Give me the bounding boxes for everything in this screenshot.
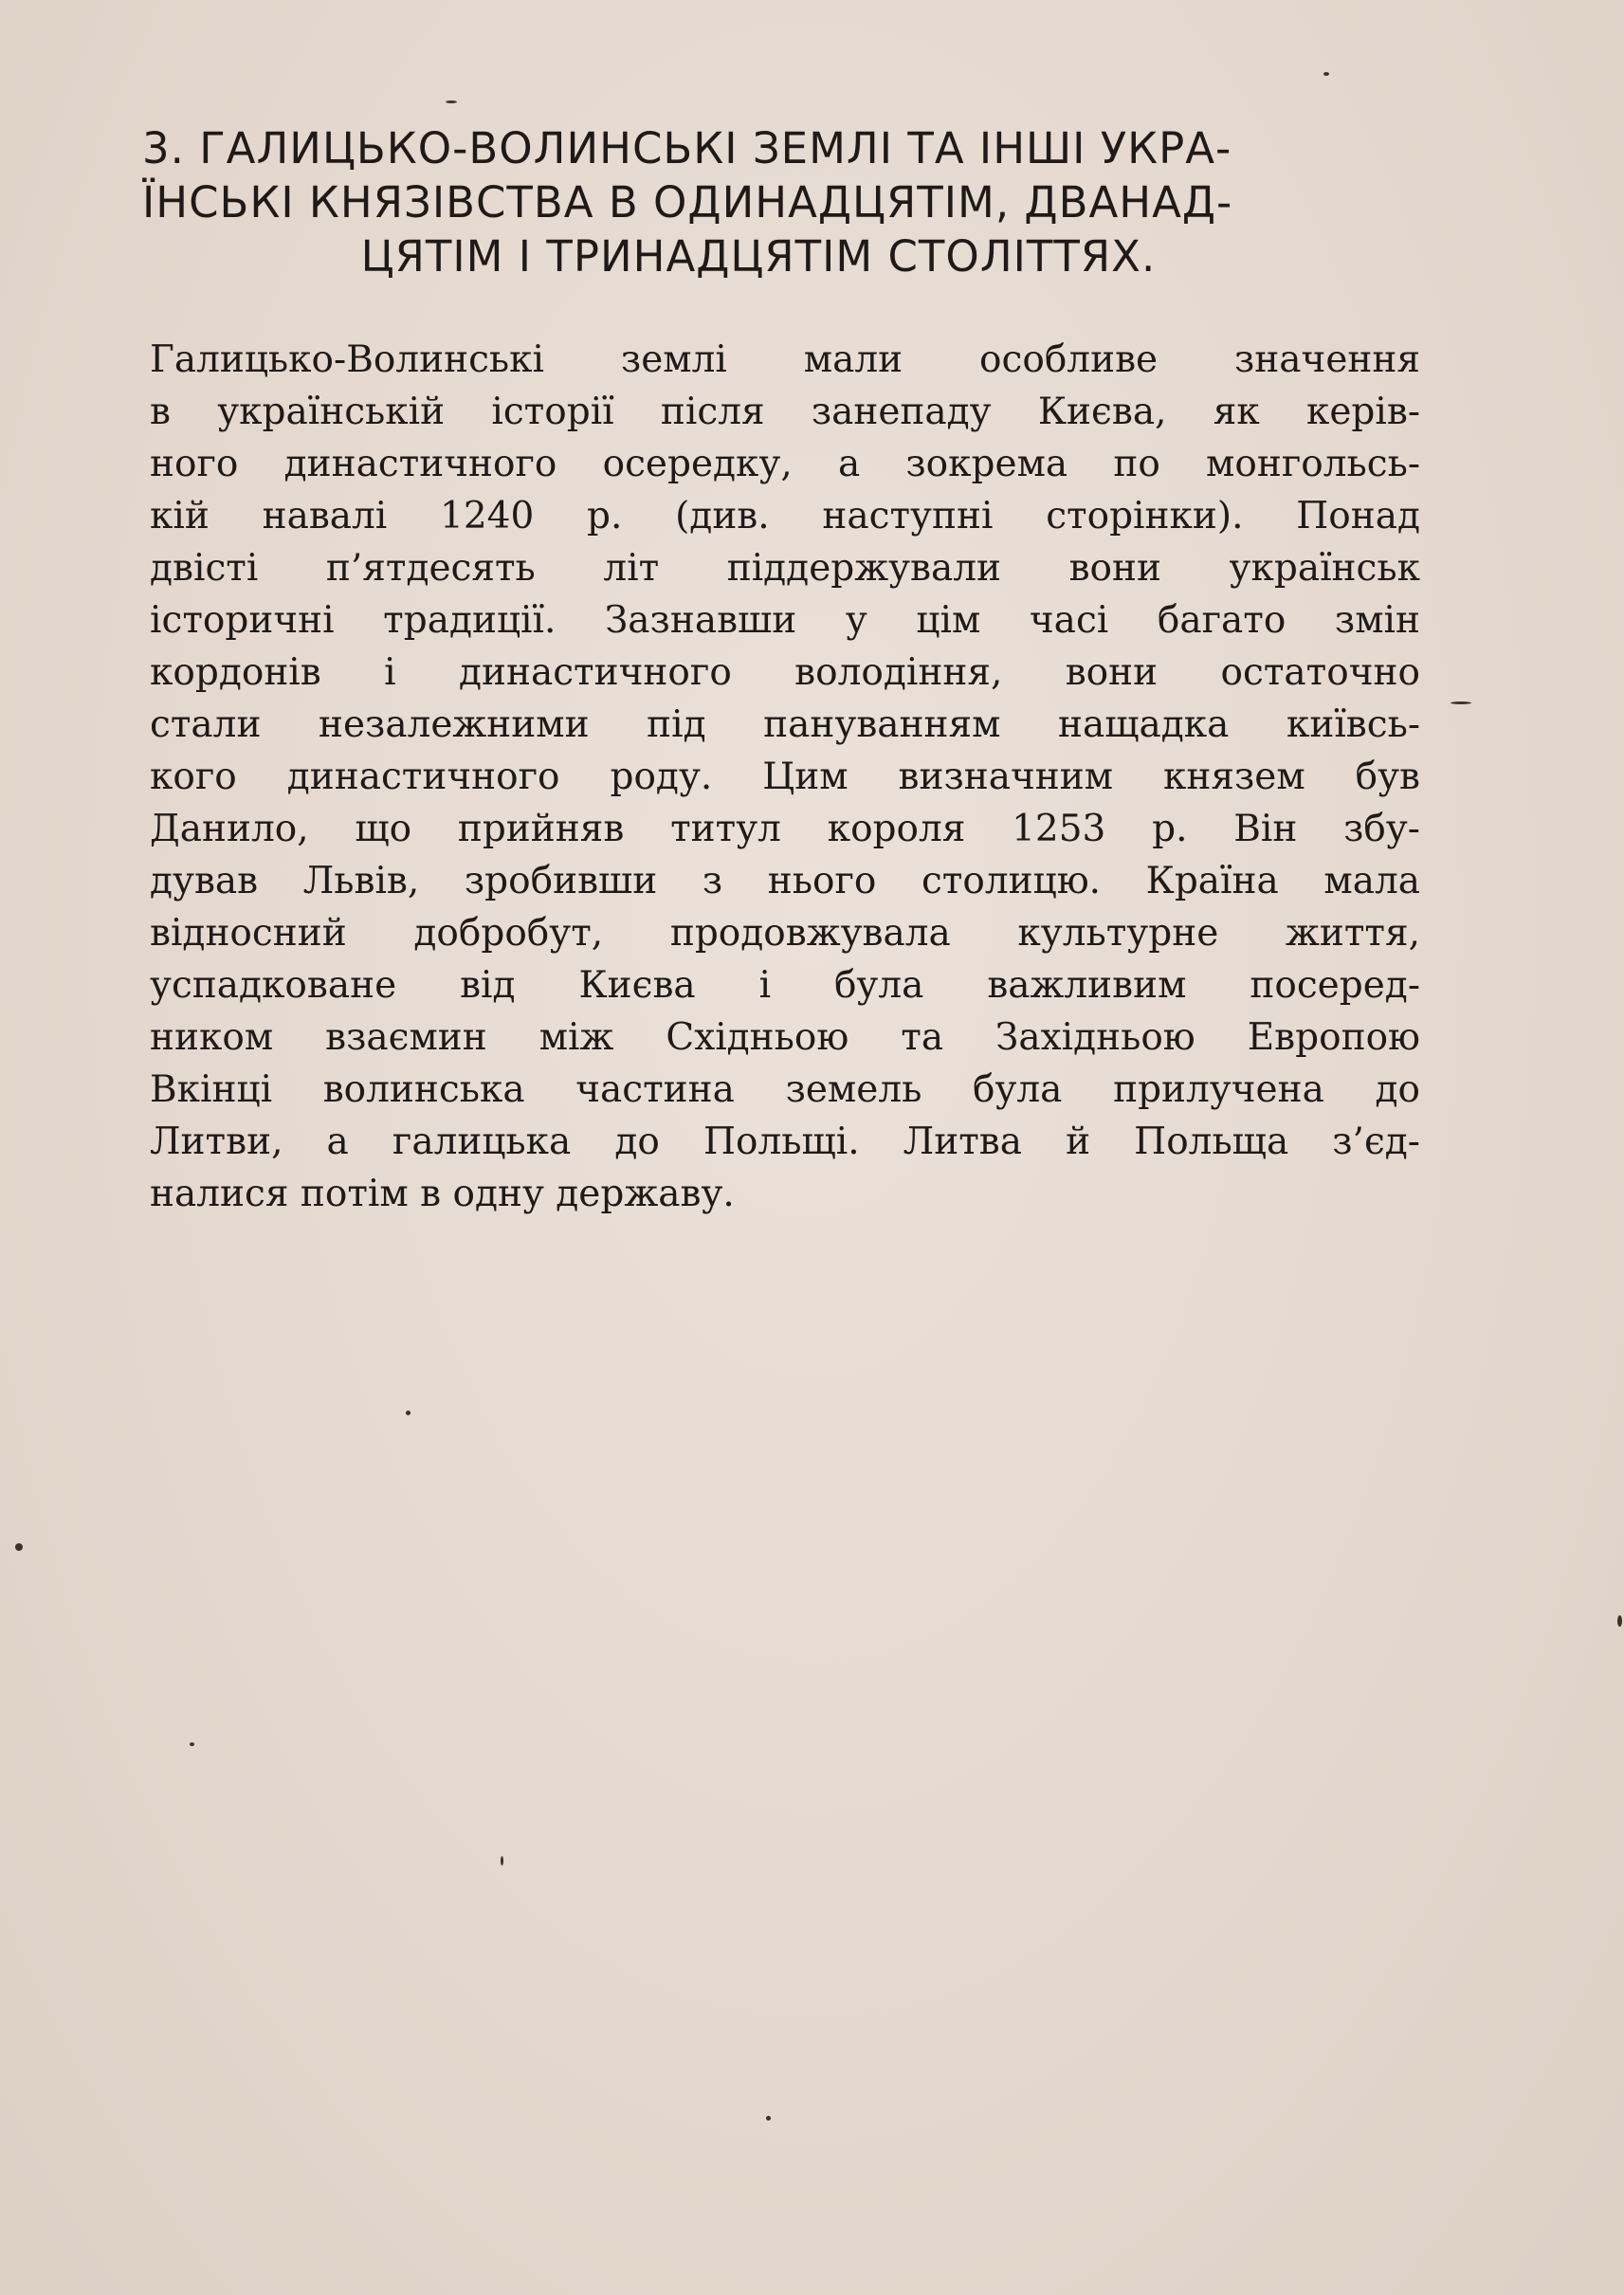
- body-paragraph: [150, 334, 1420, 1220]
- text-line: Галицько-Волинські землі мали особливе значення: [150, 338, 1420, 381]
- paper-speck: [501, 1856, 503, 1866]
- text-line: ного династичного осередку, а зокрема по монгольсь-: [150, 443, 1420, 485]
- paper-speck: [1451, 701, 1471, 704]
- text-line: Литви, а галицька до Польщі. Литва й Польща з’єд-: [150, 1120, 1420, 1163]
- paper-speck: [446, 100, 457, 103]
- text-line: двісті п’ятдесять літ піддержували вони українськ: [150, 547, 1420, 590]
- heading-line: 3. ГАЛИЦЬКО-ВОЛИНСЬКІ ЗЕМЛІ ТА ІНШІ УКРА-: [142, 123, 1232, 173]
- text-line: налися потім в одну державу.: [150, 1173, 735, 1215]
- text-line: Данило, що прийняв титул короля 1253 р. Він збу-: [150, 808, 1420, 850]
- heading-line: ЇНСЬКІ КНЯЗІВСТВА В ОДИНАДЦЯТІМ, ДВАНАД-: [142, 177, 1233, 228]
- text-line: дував Львів, зробивши з нього столицю. Країна мала: [150, 860, 1420, 902]
- text-line: кордонів і династичного володіння, вони остаточно: [150, 651, 1420, 694]
- text-line: ником взаємин між Східньою та Західньою Европою: [150, 1016, 1420, 1059]
- paper-speck: [1323, 72, 1329, 76]
- text-line: Вкінці волинська частина земель була прилучена до: [150, 1068, 1420, 1111]
- chapter-heading: [142, 121, 1413, 283]
- paper-speck: [1617, 1615, 1622, 1627]
- paper-speck: [766, 2116, 771, 2121]
- paper-speck: [190, 1742, 194, 1746]
- text-line: успадковане від Києва і була важливим посеред-: [150, 964, 1420, 1007]
- heading-line: ЦЯТІМ І ТРИНАДЦЯТІМ СТОЛІТТЯХ.: [360, 231, 1157, 282]
- text-line: кій навалі 1240 р. (див. наступні сторінки). Понад: [150, 495, 1420, 537]
- text-line: історичні традиції. Зазнавши у цім часі багато змін: [150, 599, 1420, 642]
- text-line: кого династичного роду. Цим визначним князем був: [150, 756, 1420, 798]
- paper-speck: [406, 1411, 411, 1415]
- paper-speck: [15, 1543, 23, 1551]
- text-line: стали незалежними під пануванням нащадка київсь-: [150, 703, 1420, 746]
- text-line: відносний добробут, продовжувала культурне життя,: [150, 912, 1420, 955]
- text-line: в українській історії після занепаду Києва, як керів-: [150, 391, 1420, 433]
